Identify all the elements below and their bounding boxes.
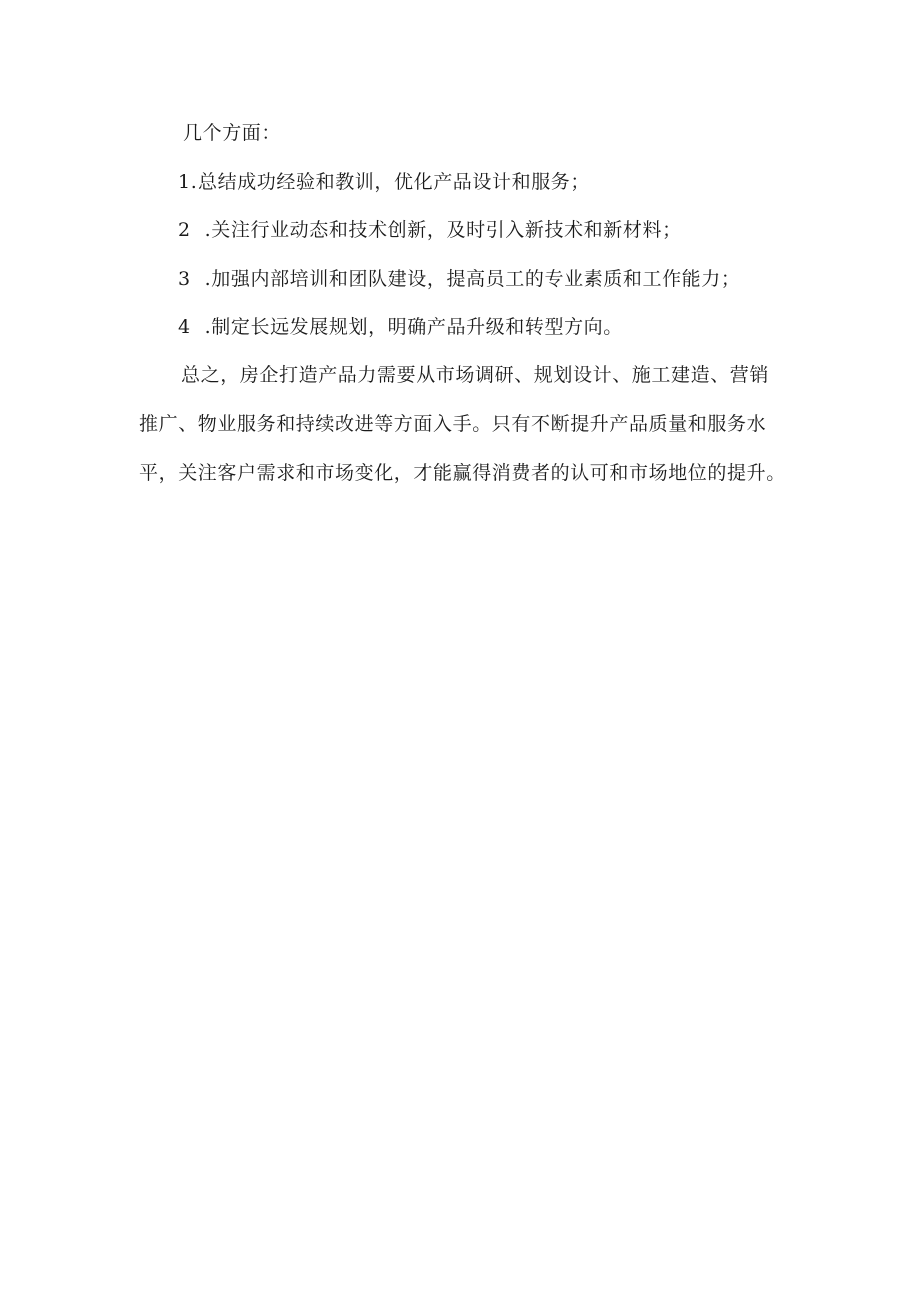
list-item-1-number: 1. (178, 171, 198, 193)
list-item-4 (178, 315, 623, 339)
list-item-2 (178, 218, 682, 242)
list-item-2-number: 2 (178, 219, 191, 241)
conclusion-line-2: 推广、物业服务和持续改进等方面入手。只有不断提升产品质量和服务水 (139, 413, 767, 435)
list-item-2-text: .关注行业动态和技术创新，及时引入新技术和新材料； (198, 219, 682, 241)
intro-text: 几个方面： (183, 122, 282, 144)
list-item-3-number: 3 (178, 268, 191, 290)
conclusion-line-1: 总之，房企打造产品力需要从市场调研、规划设计、施工建造、营销 (181, 364, 770, 386)
conclusion-line-3: 平，关注客户需求和市场变化，才能赢得消费者的认可和市场地位的提升。 (139, 462, 786, 484)
list-item-4-text: .制定长远发展规划，明确产品升级和转型方向。 (198, 316, 623, 338)
list-item-3 (178, 267, 740, 291)
list-item-1 (178, 170, 590, 194)
list-item-4-number: 4 (178, 316, 191, 338)
list-item-3-text: .加强内部培训和团队建设，提高员工的专业素质和工作能力； (198, 268, 741, 290)
list-item-1-text: 总结成功经验和教训，优化产品设计和服务； (198, 171, 591, 193)
